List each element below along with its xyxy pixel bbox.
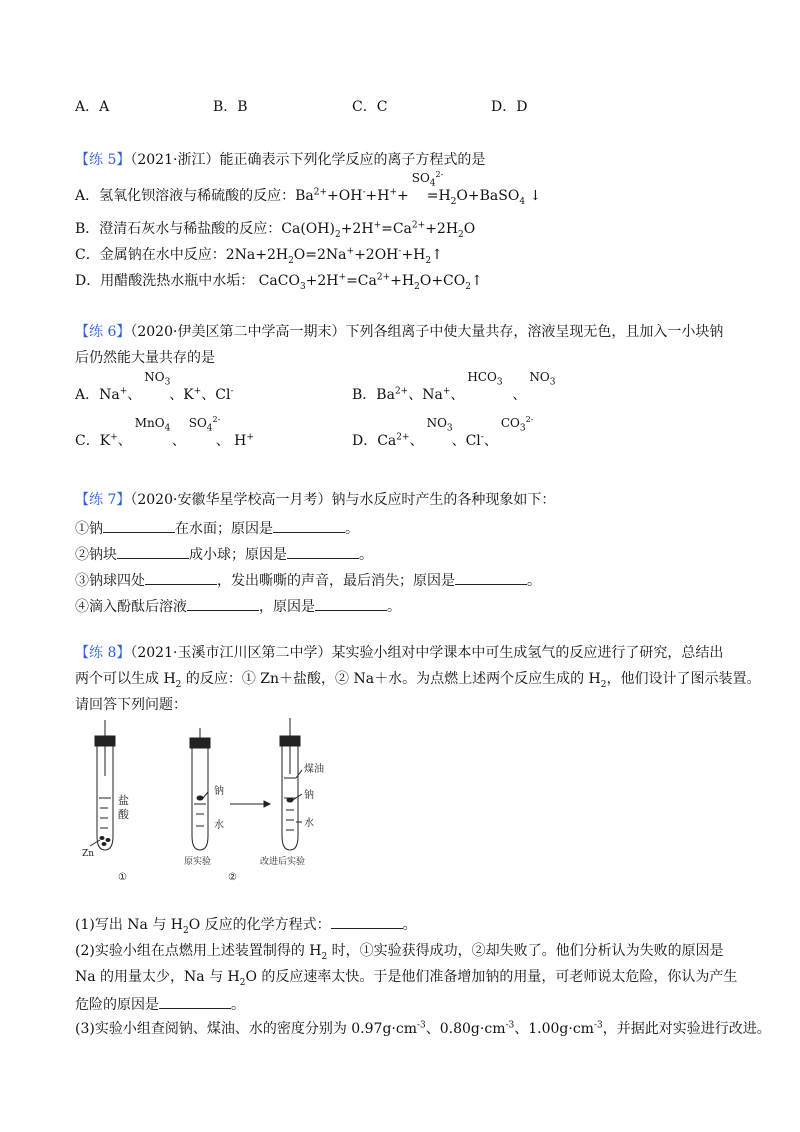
q8-sub-3: (3)实验小组查阅钠、煤油、水的密度分别为 $0.97g\cdot cm^{-3}$、$0.80g\cdot cm^{-3}$、$1.00g\cdot cm^{-3}$，并据此对实验进行改进。 [75, 1020, 771, 1037]
q6-option-b: B．$Ba^{2+}$、Na+、 $HCO_3$ 、 $NO_3$ [352, 370, 556, 403]
q8-stem-line1: 【练 8】（2021·玉溪市江川区第二中学）某实验小组对中学课本中可生成氢气的反应进行了研究，总结出 [75, 645, 724, 661]
q5-tag: 【练 5】 [75, 152, 131, 168]
label-zn: Zn [82, 849, 95, 859]
q6-option-a: A．Na+、 $NO_3$ 、K+、Cl- [75, 370, 234, 403]
test-tube-1 [90, 720, 115, 850]
label-na-2: 钠 [304, 790, 314, 801]
answer-blank[interactable] [273, 520, 345, 533]
q8-sub-2-line1: (2)实验小组在点燃用上述装置制得的 $H_2$ 时，①实验获得成功，②却失败了。他们分析认为失败的原因是 [75, 943, 724, 962]
q7-item-3: ③钠球四处 ，发出嘶嘶的声音，最后消失；原因是 。 [75, 573, 541, 589]
option-a: A．A [75, 99, 110, 115]
answer-blank[interactable] [103, 520, 175, 533]
answer-blank[interactable] [145, 572, 217, 585]
label-num-2: ② [228, 872, 237, 883]
answer-blank[interactable] [187, 598, 259, 611]
arrow-icon [230, 801, 270, 807]
q7-item-1: ①钠 在水面；原因是 。 [75, 521, 359, 537]
answer-blank[interactable] [331, 916, 403, 929]
q6-option-d: D．$Ca^{2+}$、 $NO_3$ 、Cl-、 $CO_3^{2-}$ [352, 415, 534, 449]
label-water-2: 水 [304, 818, 314, 829]
q7-tag: 【练 7】 [75, 492, 131, 508]
label-original-exp: 原实验 [184, 857, 212, 867]
label-num-1: ① [118, 872, 127, 883]
answer-blank[interactable] [117, 546, 189, 559]
test-tube-3 [280, 718, 302, 850]
option-d: D．D [491, 99, 528, 115]
apparatus-figure [80, 718, 380, 888]
answer-blank[interactable] [455, 572, 527, 585]
label-hcl-2: 酸 [118, 808, 129, 821]
q5-option-c: C．金属钠在水中反应：$2Na+2H_2O=2Na^++2OH^-+H_2↑$ [75, 246, 443, 266]
q8-stem-line2: 两个可以生成 $H_2$ 的反应：① Zn＋盐酸，② Na＋水。为点燃上述两个反应生成的 $H_2$，他们设计了图示装置。 [75, 671, 761, 690]
q8-sub-2-line3: 危险的原因是 。 [75, 997, 245, 1013]
q6-stem-line1: 【练 6】（2020·伊美区第二中学高一期末）下列各组离子中使大量共存，溶液呈现无色，且加入一小块钠 [75, 324, 724, 340]
label-water-1: 水 [214, 820, 224, 831]
option-b: B．B [213, 99, 248, 115]
q8-tag: 【练 8】 [75, 645, 131, 661]
q7-item-4: ④滴入酚酞后溶液 ，原因是 。 [75, 599, 401, 615]
test-tube-2 [190, 728, 210, 850]
label-na-1: 钠 [214, 786, 224, 797]
answer-blank[interactable] [287, 546, 359, 559]
q5-option-a: A．氢氧化钡溶液与稀硫酸的反应：$Ba^{2+}+OH^-+H^++$ $SO_4^{2-}$ $=H_2O+BaSO_4$ ↓ [75, 170, 542, 207]
q8-sub-2-line2: Na 的用量太少，Na 与 $H_2O$ 的反应速率太快。于是他们准备增加钠的用量，可老师说太危险，你认为产生 [75, 969, 738, 988]
label-kerosene: 煤油 [304, 764, 324, 775]
q6-stem-line2: 后仍然能大量共存的是 [75, 350, 215, 366]
label-hcl-1: 盐 [118, 794, 129, 807]
q5-option-d: D．用醋酸洗热水瓶中水垢： $CaCO_3+2H^+=Ca^{2+}+H_2O+CO_2↑$ [75, 272, 483, 292]
q6-option-c: C．K+、 MnO$_4$ 、 $SO_4^{2-}$ 、 H+ [75, 415, 254, 449]
q5-option-b: B．澄清石灰水与稀盐酸的反应：$Ca(OH)_2+2H^+=Ca^{2+}+2H_2O$ [75, 220, 476, 240]
answer-blank[interactable] [315, 598, 387, 611]
label-improved-exp: 改进后实验 [260, 857, 306, 867]
q6-tag: 【练 6】 [75, 324, 131, 340]
q8-sub-1: (1)写出 Na 与 $H_2O$ 反应的化学方程式： 。 [75, 917, 417, 936]
q5-stem: 【练 5】（2021·浙江）能正确表示下列化学反应的离子方程式的是 [75, 152, 486, 168]
q7-stem: 【练 7】（2020·安徽华星学校高一月考）钠与水反应时产生的各种现象如下： [75, 492, 556, 508]
q7-item-2: ②钠块 成小球；原因是 。 [75, 547, 373, 563]
answer-blank[interactable] [159, 996, 231, 1009]
option-c: C．C [352, 99, 388, 115]
q8-stem-line3: 请回答下列问题： [75, 697, 187, 713]
